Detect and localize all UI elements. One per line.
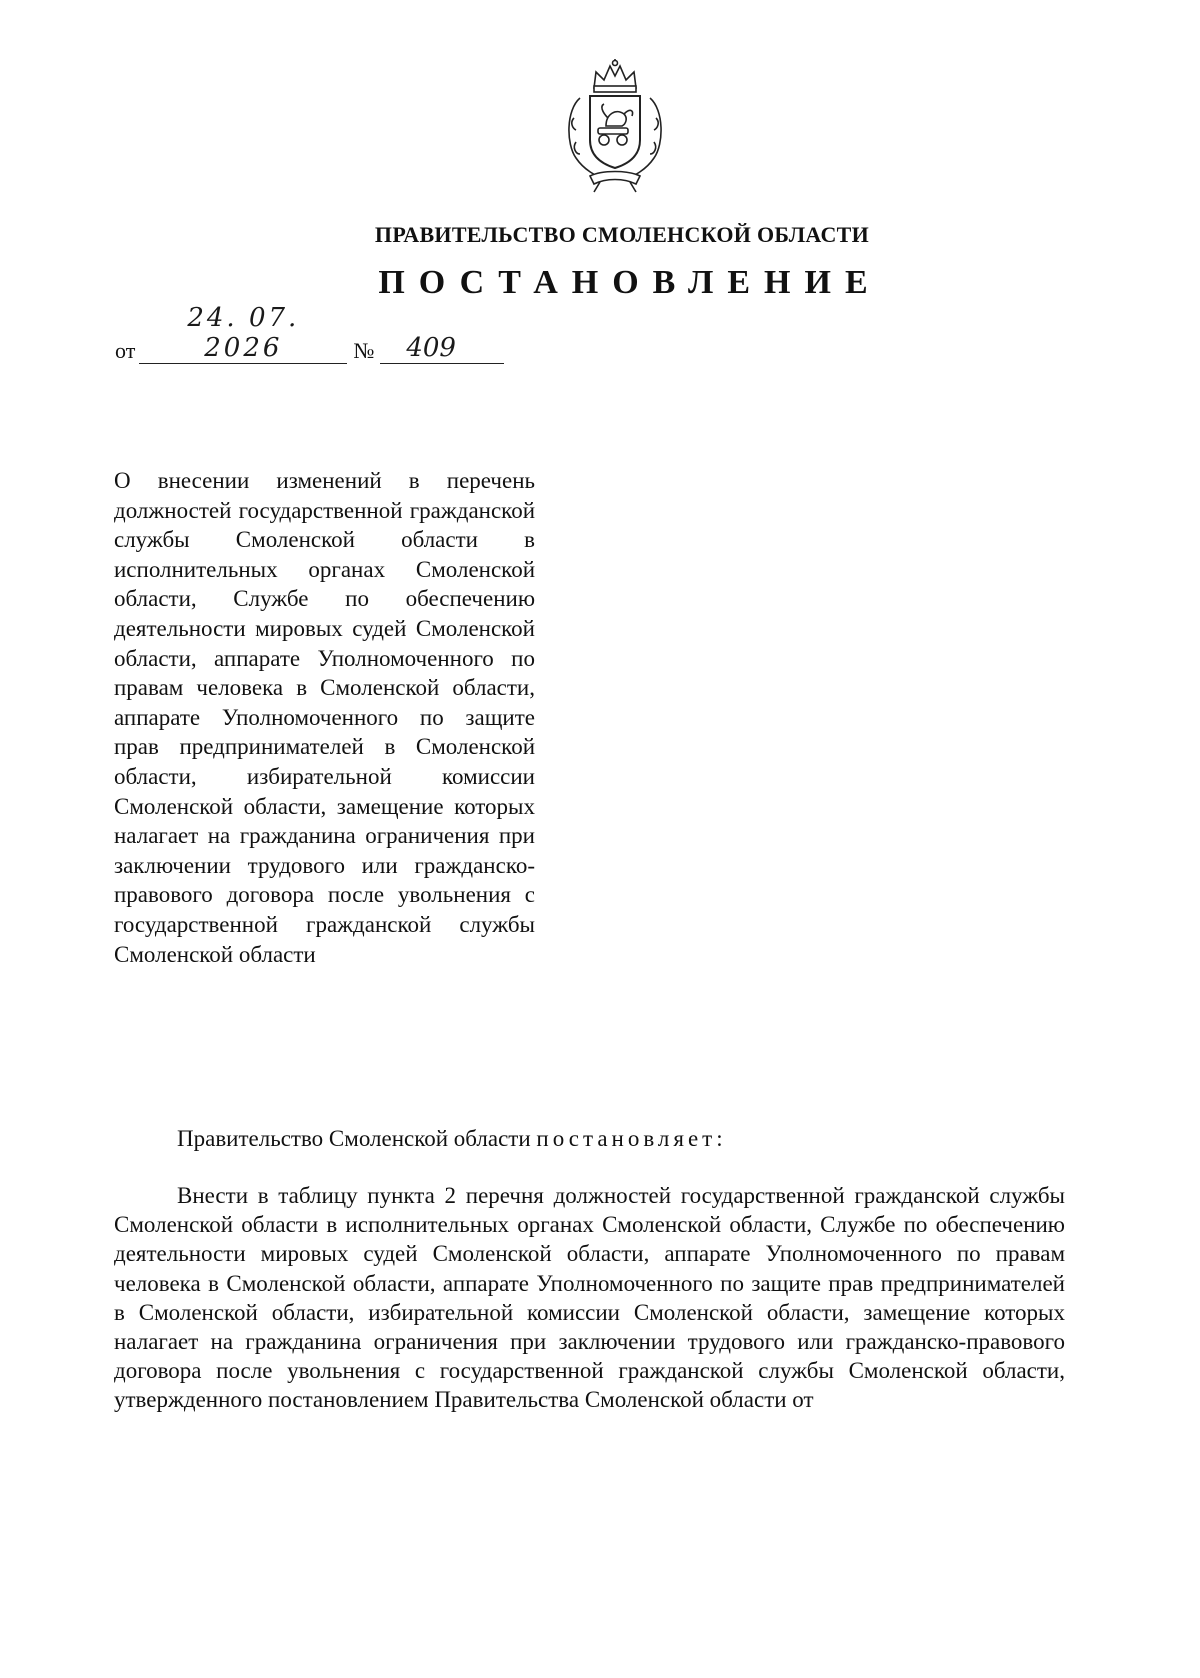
resolution-intro-text: Правительство Смоленской области [177,1126,531,1151]
coat-of-arms-icon [560,58,670,194]
organization-title [0,222,1200,248]
document-subject: О внесении изменений в перечень должностей государственной гражданской службы Смоленской области в исполнительных органах Смоленской области, Службе по обеспечению деятельности мировых судей Смоленской области, аппарате Уполномоченного по правам человека в Смоленской области, аппарате Уполномоченного по защите прав предпринимателей в Смоленской области, избирательной комиссии Смоленской области, замещение которых налагает на гражданина ограничения при заключении трудового или гражданско-правового договора после увольнения с государственной гражданской службы Смоленской области [114,468,535,967]
document-type-title [0,264,1200,302]
number-field: 409 [380,333,504,364]
date-label: от [115,338,136,363]
body-paragraph-1: Внести в таблицу пункта 2 перечня должностей государственной гражданской службы Смоленской области в исполнительных органах Смоленской области, Службе по обеспечению деятельности мировых судей Смоленской области, аппарате Уполномоченного по правам человека в Смоленской области, аппарате Уполномоченного по защите прав предпринимателей в Смоленской области, избирательной комиссии Смоленской области, замещение которых налагает на гражданина ограничения при заключении трудового или гражданско-правового договора после увольнения с государственной гражданской службы Смоленской области, утвержденного постановлением Правительства Смоленской области от [114,1183,1065,1413]
organization-title-text: ПРАВИТЕЛЬСТВО СМОЛЕНСКОЙ ОБЛАСТИ [374,222,870,247]
registration-line [115,303,504,364]
resolution-intro-verb: постановляет: [536,1126,727,1151]
number-label: № [353,338,375,363]
date-field: 24. 07. 2026 [139,303,347,364]
document-type-text: ПОСТАНОВЛЕНИЕ [378,264,882,301]
resolution-intro [114,1124,1065,1153]
